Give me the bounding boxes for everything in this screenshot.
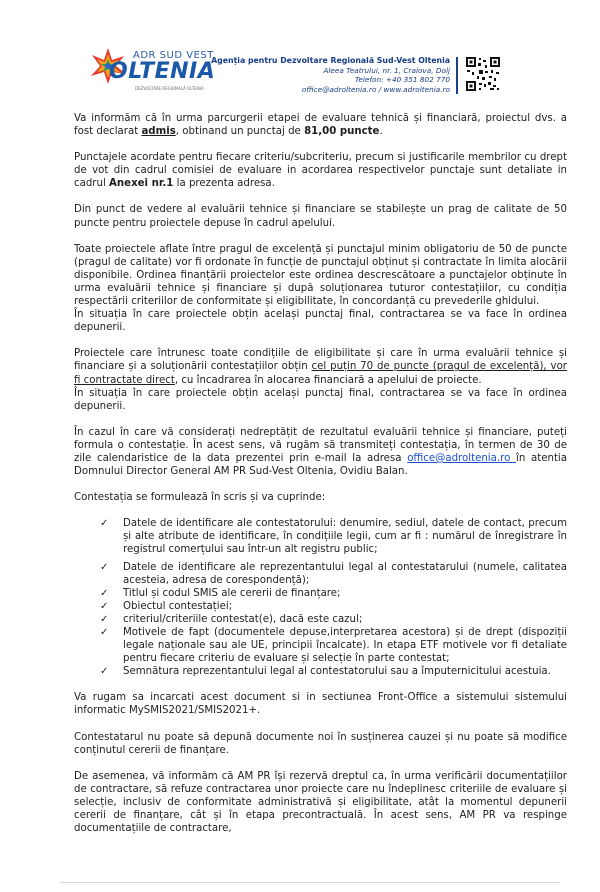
check-icon: ✓	[100, 666, 109, 678]
check-icon: ✓	[100, 613, 109, 625]
page-bottom-rule	[60, 882, 560, 883]
logo-top-text: ADR SUD VEST	[133, 50, 214, 61]
score-value: 81,00 puncte	[304, 126, 380, 138]
agency-name: Agenția pentru Dezvoltare Regională Sud-Vest Oltenia	[211, 56, 450, 65]
letterhead	[0, 0, 600, 100]
list-item: ✓ Obiectul contestației;	[100, 600, 233, 612]
paragraph-appeal: În cazul în care vă considerați nedreptățit de rezultatul evaluării tehnice și financiare, puteți formula o contestație. În acest sens, vă rugăm să transmiteți contestația, în termen de 30 de zile calendaristice de la data prezentei prin e-mail la adresa office@adroltenia.ro în atentia Domnului Director General AM PR Sud-Vest Oltenia, Ovidiu Balan.	[74, 426, 568, 478]
annex-reference: Anexei nr.1	[109, 178, 174, 190]
paragraph-reserve-right: De asemenea, vă informăm că AM PR își rezervă dreptul ca, în urma verificării documentațiilor de contractare, să refuze contractarea unor proiecte care nu îndeplinesc criteriile de evaluare și selecție, inclusiv de conformitate administrativă și eligibilitate, atât la momentul depunerii cererii de finanțare, cât și în etapa precontractuală. În acest sens, AM PR va respinge documentațiile de contractare,	[74, 770, 567, 835]
paragraph-ordering-tie: În situația în care proiectele obțin același punctaj final, contractarea se va face în ordinea depunerii.	[74, 309, 567, 334]
agency-phone: Telefon: +40 351 802 770	[354, 75, 450, 84]
paragraph-scores: Punctajele acordate pentru fiecare criteriu/subcriteriu, precum si justificarile membrilor cu drept de vot din cadrul comisiei de evaluare in acordarea respectivelor punctaje sunt detaliate in cadrul Anexei nr.1 la prezenta adresa.	[74, 152, 567, 190]
logo-main-text: OLTENIA	[109, 59, 216, 84]
paragraph-threshold: Din punct de vedere al evaluării tehnice și financiare se stabilește un prag de calitate de 50 puncte pentru proiectele depuse în cadrul apelului.	[74, 204, 567, 229]
qr-code-icon	[465, 56, 501, 92]
list-item: ✓ Semnătura reprezentantului legal al contestatorului sau a împuternicitului acestuia.	[100, 666, 551, 678]
agency-block	[211, 56, 450, 94]
appeal-checklist	[74, 517, 567, 678]
list-item: ✓ Datele de identificare ale reprezentantului legal al contestatarului (numele, calitatea acesteia, adresa de corespondență);	[100, 561, 567, 586]
check-icon: ✓	[100, 627, 109, 638]
header-divider	[456, 57, 458, 94]
excellence-threshold: cel puțin 70 de puncte (pragul de excelență), vor fi contractate direct	[74, 361, 567, 386]
status-admis: admis	[141, 126, 176, 138]
check-icon: ✓	[100, 587, 109, 599]
agency-address: Aleea Teatrului, nr. 1, Craiova, Dolj	[323, 65, 450, 75]
paragraph-excellence-tie: În situația în care proiectele obțin același punctaj final, contractarea se va face în ordinea depunerii.	[74, 387, 567, 412]
list-item: ✓ Datele de identificare ale contestatorului: denumire, sediul, datele de contact, precum și alte atribute de identificare, în condițiile legii, cum ar fi : numărul de înregistrare în registrul comerțului sau într-un alt registru public;	[100, 518, 567, 556]
paragraph-result: Va informăm că în urma parcurgerii etapei de evaluare tehnică și financiară, proiectul dvs. a fost declarat admis, obtinand un punctaj de 81,00 puncte.	[74, 113, 567, 138]
paragraph-appeal-intro: Contestația se formulează în scris și va cuprinde:	[74, 492, 326, 504]
check-icon: ✓	[100, 518, 109, 530]
check-icon: ✓	[100, 561, 109, 573]
list-item: ✓ criteriul/criteriile contestat(e), dacă este cazul;	[100, 613, 363, 625]
paragraph-upload: Va rugam sa incarcati acest document si in sectiunea Front-Office a sistemului sistemului informatic MySMIS2021/SMIS2021+.	[74, 692, 567, 717]
adr-logo	[88, 46, 216, 98]
paragraph-no-new-docs: Contestatarul nu poate să depună documente noi în susținerea cauzei și nu poate să modifice conținutul cererii de finanțare.	[74, 731, 567, 756]
check-icon: ✓	[100, 600, 109, 612]
paragraph-ordering: Toate proiectele aflate între pragul de excelență și punctajul minim obligatoriu de 50 de puncte (pragul de calitate) vor fi ordonate în funcție de punctajul obținut și contractate în limita alocării disponibile. Ordinea finanțării proiectelor este ordinea descrescătoare a punctajelor obținute în urma evaluării tehnice și financiare și după soluționarea tuturor contestațiilor, cu condiția respectării criteriilor de conformitate și eligibilitate, în concordanță cu prevederile ghidului.	[74, 243, 567, 308]
email-link[interactable]: office@adroltenia.ro	[407, 452, 516, 464]
list-item: ✓ Motivele de fapt (documentele depuse,interpretarea acestora) și de drept (dispoziții legale naționale sau ale UE, principii încalcate). In etapa ETF motivele vor fi detaliate pentru fiecare criteriu de evaluare și selecție în parte contestat;	[100, 627, 567, 665]
agency-contact: office@adroltenia.ro / www.adroltenia.ro	[301, 84, 450, 94]
list-item: ✓ Titlul și codul SMIS ale cererii de finanțare;	[100, 587, 341, 599]
logo-sub-text: DEZVOLTARE REGIONALĂ OLTENIA	[135, 86, 204, 91]
letter-body	[74, 112, 567, 835]
paragraph-excellence: Proiectele care întrunesc toate condițiile de eligibilitate și care în urma evaluării tehnice și financiare și a soluționării contestațiilor obțin cel puțin 70 de puncte (pragul de excelență), vor fi contractate direct, cu încadrarea în alocarea financiară a apelului de proiecte.	[74, 348, 567, 386]
